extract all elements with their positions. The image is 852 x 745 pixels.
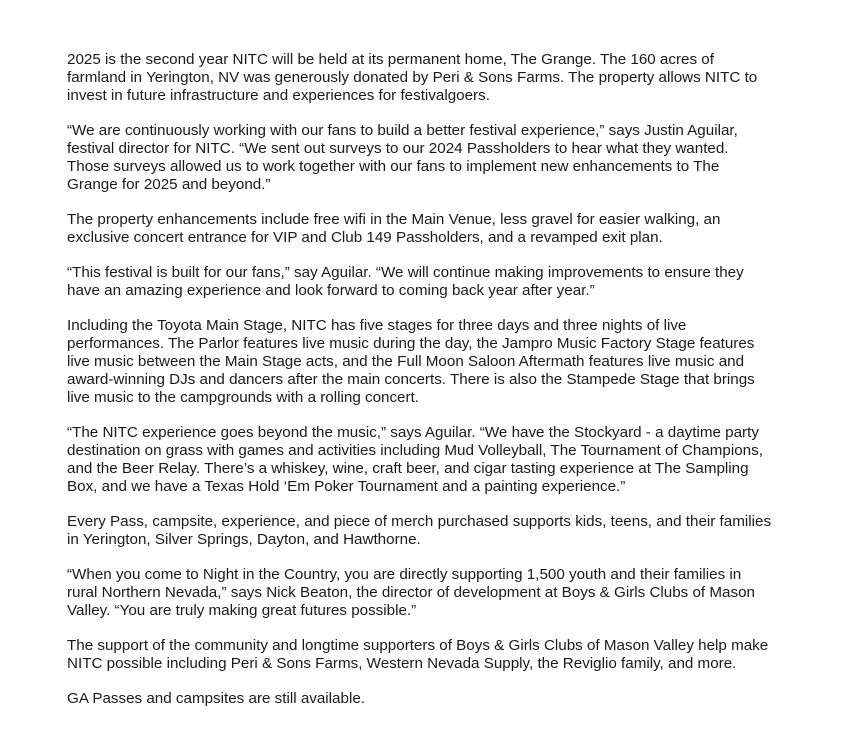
text-line: invest in future infrastructure and experiences for festivalgoers. — [67, 87, 490, 104]
paragraph-supports-kids — [67, 513, 807, 549]
text-line: exclusive concert entrance for VIP and Club 149 Passholders, and a revamped exit plan. — [67, 229, 663, 246]
paragraph-permanent-home — [67, 51, 807, 105]
text-line: have an amazing experience and look forward to coming back year after year.” — [67, 282, 595, 299]
text-line: Valley. “You are truly making great futures possible.” — [67, 602, 417, 619]
text-line: rural Northern Nevada,” says Nick Beaton, the director of development at Boys & Girls Clubs of Mason — [67, 584, 755, 601]
paragraph-built-for-fans — [67, 264, 807, 300]
text-line: Grange for 2025 and beyond.” — [67, 176, 271, 193]
text-line: performances. The Parlor features live music during the day, the Jampro Music Factory Stage features — [67, 335, 755, 352]
text-line: “When you come to Night in the Country, you are directly supporting 1,500 youth and their families in — [67, 566, 742, 583]
text-line: and the Beer Relay. There’s a whiskey, wine, craft beer, and cigar tasting experience at The Sampling — [67, 460, 749, 477]
text-line: “The NITC experience goes beyond the music,” says Aguilar. “We have the Stockyard - a daytime party — [67, 424, 759, 441]
paragraph-aguilar-quote — [67, 122, 807, 194]
text-line: Every Pass, campsite, experience, and piece of merch purchased supports kids, teens, and their families — [67, 513, 772, 530]
text-line: live music to the campgrounds with a rolling concert. — [67, 389, 420, 406]
text-line: Box, and we have a Texas Hold ‘Em Poker Tournament and a painting experience.” — [67, 478, 626, 495]
paragraph-enhancements — [67, 211, 807, 247]
text-line: “This festival is built for our fans,” say Aguilar. “We will continue making improvements to ensure they — [67, 264, 744, 281]
text-line: GA Passes and campsites are still available. — [67, 690, 365, 707]
document-body — [67, 51, 807, 725]
paragraph-community-support — [67, 637, 807, 673]
paragraph-availability — [67, 690, 807, 708]
text-line: destination on grass with games and activities including Mud Volleyball, The Tournament of Champions, — [67, 442, 763, 459]
text-line: Those surveys allowed us to work together with our fans to implement new enhancements to The — [67, 158, 720, 175]
paragraph-beaton-quote — [67, 566, 807, 620]
text-line: in Yerington, Silver Springs, Dayton, and Hawthorne. — [67, 531, 421, 548]
text-line: award-winning DJs and dancers after the main concerts. There is also the Stampede Stage that brings — [67, 371, 755, 388]
text-line: The support of the community and longtime supporters of Boys & Girls Clubs of Mason Valley help make — [67, 637, 769, 654]
text-line: “We are continuously working with our fans to build a better festival experience,” says Justin Aguilar, — [67, 122, 738, 139]
text-line: Including the Toyota Main Stage, NITC has five stages for three days and three nights of live — [67, 317, 687, 334]
text-line: The property enhancements include free wifi in the Main Venue, less gravel for easier walking, an — [67, 211, 721, 228]
text-line: NITC possible including Peri & Sons Farms, Western Nevada Supply, the Reviglio family, and more. — [67, 655, 737, 672]
text-line: festival director for NITC. “We sent out surveys to our 2024 Passholders to hear what they wanted. — [67, 140, 729, 157]
text-line: 2025 is the second year NITC will be held at its permanent home, The Grange. The 160 acres of — [67, 51, 714, 68]
paragraph-stages — [67, 317, 807, 407]
paragraph-beyond-music — [67, 424, 807, 496]
text-line: live music between the Main Stage acts, and the Full Moon Saloon Aftermath features live music and — [67, 353, 745, 370]
text-line: farmland in Yerington, NV was generously donated by Peri & Sons Farms. The property allows NITC to — [67, 69, 758, 86]
